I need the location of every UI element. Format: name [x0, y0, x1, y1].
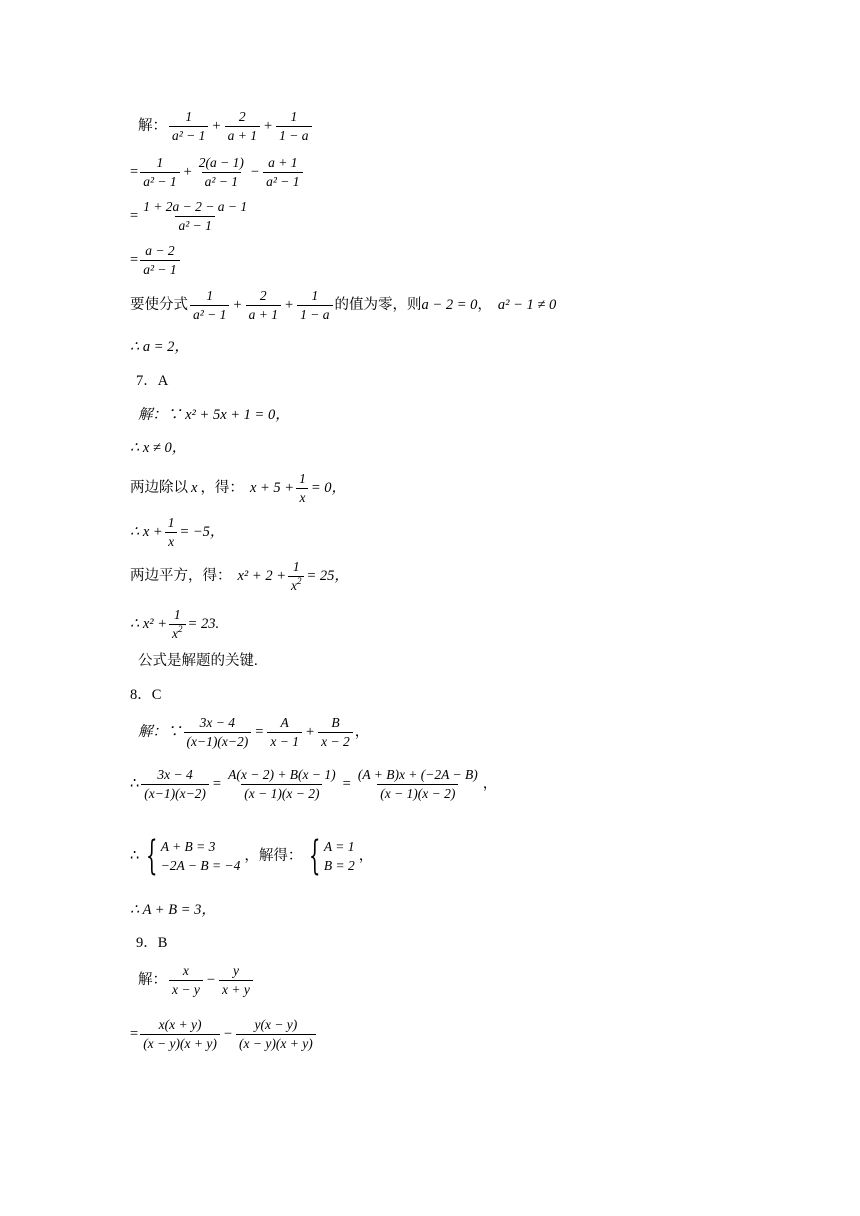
fraction: $\frac{1}{x^2}$	[288, 560, 305, 593]
fraction: $\frac{(A + B)x + (-2A - B)}{(x - 1)(x - 2)}$	[357, 767, 478, 802]
q8-line4: ∴ A + B = 3，	[130, 902, 216, 918]
fraction: $\frac{y(x - y)}{(x - y)(x + y)}$	[236, 1018, 316, 1051]
fraction: $\frac{1}{1 - a}$	[297, 289, 332, 322]
q6-line5: 要使分式 $\frac{1}{\text{a² − 1}}$ + $\frac{2}{a + 1}$ + $\frac{1}{1 - a}$ 的值为零，则 a − 2 = 0 ， a² − 1 ≠ 0	[130, 288, 557, 323]
fraction: $\frac{A(x - 2) + B(x - 1)}{(x - 1)(x - 2)}$	[228, 767, 336, 802]
q6-line1: 解： $\frac{1}{\text{a² − 1}}$ + $\frac{2}{a + 1}$ + $\frac{1}{1 - a}$	[138, 110, 314, 143]
fraction: $\frac{B}{x - 2}$	[318, 716, 353, 749]
q7-line3: 两边除以 x ，得： x + 5 + $\frac{1}{x}$ = 0，	[130, 471, 346, 506]
fraction: $\frac{1}{\text{a² − 1}}$	[140, 156, 179, 189]
q8-header: 8．C	[130, 687, 162, 703]
solution-prefix: 解：	[138, 118, 167, 135]
fraction: $\frac{a - 2}{\text{a² − 1}}$	[140, 244, 179, 277]
q9-line2: = $\frac{x(x + y)}{(x - y)(x + y)}$ − $\frac{y(x - y)}{(x - y)(x + y)}$	[130, 1018, 318, 1051]
q7-line1: 解：∵ x² + 5x + 1 = 0，	[138, 407, 290, 423]
fraction: $\frac{1}{1 - a}$	[276, 110, 311, 143]
fraction: $\frac{y}{x + y}$	[219, 964, 253, 997]
fraction: $\frac{3x - 4}{(x-1)(x-2)}$	[184, 716, 252, 749]
q6-line3: = $\frac{1 + 2a - 2 - a - 1}{\text{a² − 1}}$	[130, 200, 252, 233]
fraction: $\frac{1}{x^2}$	[169, 608, 186, 641]
fraction: $\frac{A}{x - 1}$	[267, 716, 302, 749]
fraction: $\frac{3x - 4}{(x-1)(x-2)}$	[141, 768, 209, 801]
fraction: $\frac{1}{\text{a² − 1}}$	[169, 110, 208, 143]
fraction: $\frac{x(x + y)}{(x - y)(x + y)}$	[140, 1018, 220, 1051]
q9-header: 9．B	[136, 935, 168, 951]
q7-line6: ∴ x² + $\frac{1}{x^2}$ = 23.	[130, 607, 220, 642]
fraction: $\frac{1}{x}$	[165, 516, 178, 549]
fraction: $\frac{1}{x}$	[296, 472, 309, 505]
q6-line4: = $\frac{a - 2}{\text{a² − 1}}$	[130, 244, 182, 277]
q7-line5: 两边平方，得： x² + 2 + $\frac{1}{x^2}$ = 25，	[130, 559, 349, 594]
q7-line4: ∴ x + $\frac{1}{x}$ = −5，	[130, 515, 225, 550]
fraction: $\frac{x}{x - y}$	[169, 964, 203, 997]
fraction: $\frac{a + 1}{\text{a² − 1}}$	[263, 156, 302, 189]
q6-line6: ∴ a = 2，	[130, 339, 189, 355]
equation-system: { A + B = 3 −2A − B = −4	[146, 833, 241, 879]
fraction: $\frac{2}{a + 1}$	[225, 110, 260, 143]
fraction: $\frac{1 + 2a - 2 - a - 1}{\text{a² − 1}}$	[143, 199, 248, 234]
equation-system: { A = 1 B = 2	[309, 833, 355, 879]
q8-line3: ∴ { A + B = 3 −2A − B = −4 ，解得： { A = 1 B = 2 ，	[130, 833, 374, 879]
q9-line1: 解： $\frac{x}{x - y}$ − $\frac{y}{x + y}$	[138, 964, 255, 997]
q8-line2: ∴ $\frac{3x - 4}{(x-1)(x-2)}$ = $\frac{A(x - 2) + B(x - 1)}{(x - 1)(x - 2)}$ = $\frac{(A + B)x + (-2A - B)}{(x - 1)(x - 2)}$ ，	[130, 767, 498, 802]
q8-line1: 解：∵ $\frac{3x - 4}{(x-1)(x-2)}$ = $\frac{A}{x - 1}$ + $\frac{B}{x - 2}$ ，	[138, 715, 370, 750]
q6-line2: = $\frac{1}{\text{a² − 1}}$ + $\frac{2(a - 1)}{\text{a² − 1}}$ − $\frac{a + 1}{\text{a² − 1}}$	[130, 156, 305, 189]
q7-line2: ∴ x ≠ 0，	[130, 440, 187, 456]
q7-header: 7．A	[136, 373, 169, 389]
fraction: $\frac{2}{a + 1}$	[246, 289, 281, 322]
fraction: $\frac{2(a - 1)}{\text{a² − 1}}$	[198, 155, 244, 190]
q7-line7: 公式是解题的关键.	[138, 653, 258, 669]
fraction: $\frac{1}{\text{a² − 1}}$	[190, 289, 229, 322]
